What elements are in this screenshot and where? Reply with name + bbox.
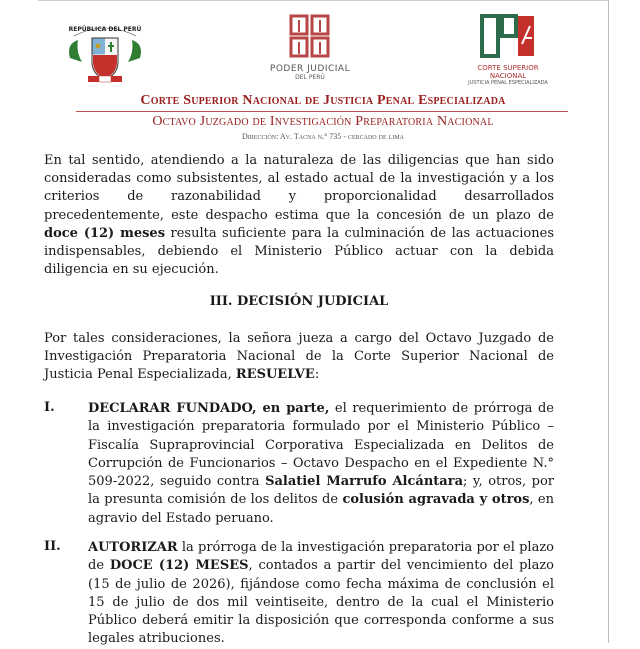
paragraph-resolution-intro: Por tales consideraciones, la señora jueza a cargo del Octavo Juzgado de Investigación Preparatoria Nacional de la Corte Superior Nacional de Justicia Penal Especializada, RESUELVE:	[44, 331, 554, 383]
court-title: Corte Superior Nacional de Justicia Penal Especializada	[140, 93, 506, 108]
pj-name: PODER JUDICIAL	[269, 64, 351, 74]
corte-superior-logo	[460, 14, 556, 90]
item-text: AUTORIZAR la prórroga de la investigación preparatoria por el plazo de DOCE (12) MESES, contados a partir del vencimiento del plazo (15 de julio de 2026), fijándose como fecha máxima de conclusión el 15 de julio de dos mil veintiseite, dentro de la cual el Ministerio Público deberá emitir la disposición que corresponda conforme a sus legales atribuciones.	[88, 540, 555, 647]
item-number: I.	[44, 400, 55, 415]
paragraph-considerations: En tal sentido, atendiendo a la naturaleza de las diligencias que han sido consideradas como subsistentes, al estado actual de la investigación y a los criterios de razonabilidad y proporcionalidad desarrollados precedentemente, este despacho estima que la concesión de un plazo de doce (12) meses resulta suficiente para la culminación de las actuaciones indispensables, debiendo el Ministerio Público actuar con la debida diligencia en su ejecución.	[44, 153, 554, 278]
poder-judicial-logo	[262, 14, 358, 90]
csj-name: CORTE SUPERIOR NACIONAL	[477, 64, 539, 80]
resuelve-bold: RESUELVE	[235, 367, 315, 383]
item-number: II.	[44, 539, 61, 554]
peru-coat-of-arms-logo	[60, 18, 150, 88]
item-text: DECLARAR FUNDADO, en parte, el requerimiento de prórroga de la investigación preparatoria formulado por el Ministerio Público – Fiscalía Supraprovincial Corporativa Especializada en Delitos de Corrupción de Funcionarios – Octavo Despacho en el Expediente N.° 509-2022, seguido contra Salatiel Marrufo Alcántara; y, otros, por la presunta comisión de los delitos de colusión agravada y otros, en agravio del Estado peruano.	[88, 401, 554, 526]
document-header	[40, 12, 606, 92]
page-top-border	[38, 0, 608, 1]
section-heading: III. DECISIÓN JUDICIAL	[209, 294, 389, 309]
page-right-border	[608, 0, 609, 643]
court-address: Dirección: Av. Tacna n.° 735 - cercado de lima	[242, 132, 404, 141]
term-bold: doce (12) meses	[44, 225, 166, 241]
court-subtitle: Octavo Juzgado de Investigación Preparatoria Nacional	[152, 114, 494, 129]
header-divider	[76, 111, 568, 112]
pj-sub: DEL PERÚ	[295, 74, 325, 81]
csj-sub: JUSTICIA PENAL ESPECIALIZADA	[468, 80, 548, 86]
svg-text:REPÚBLICA DEL PERÚ: REPÚBLICA DEL PERÚ	[68, 26, 142, 33]
